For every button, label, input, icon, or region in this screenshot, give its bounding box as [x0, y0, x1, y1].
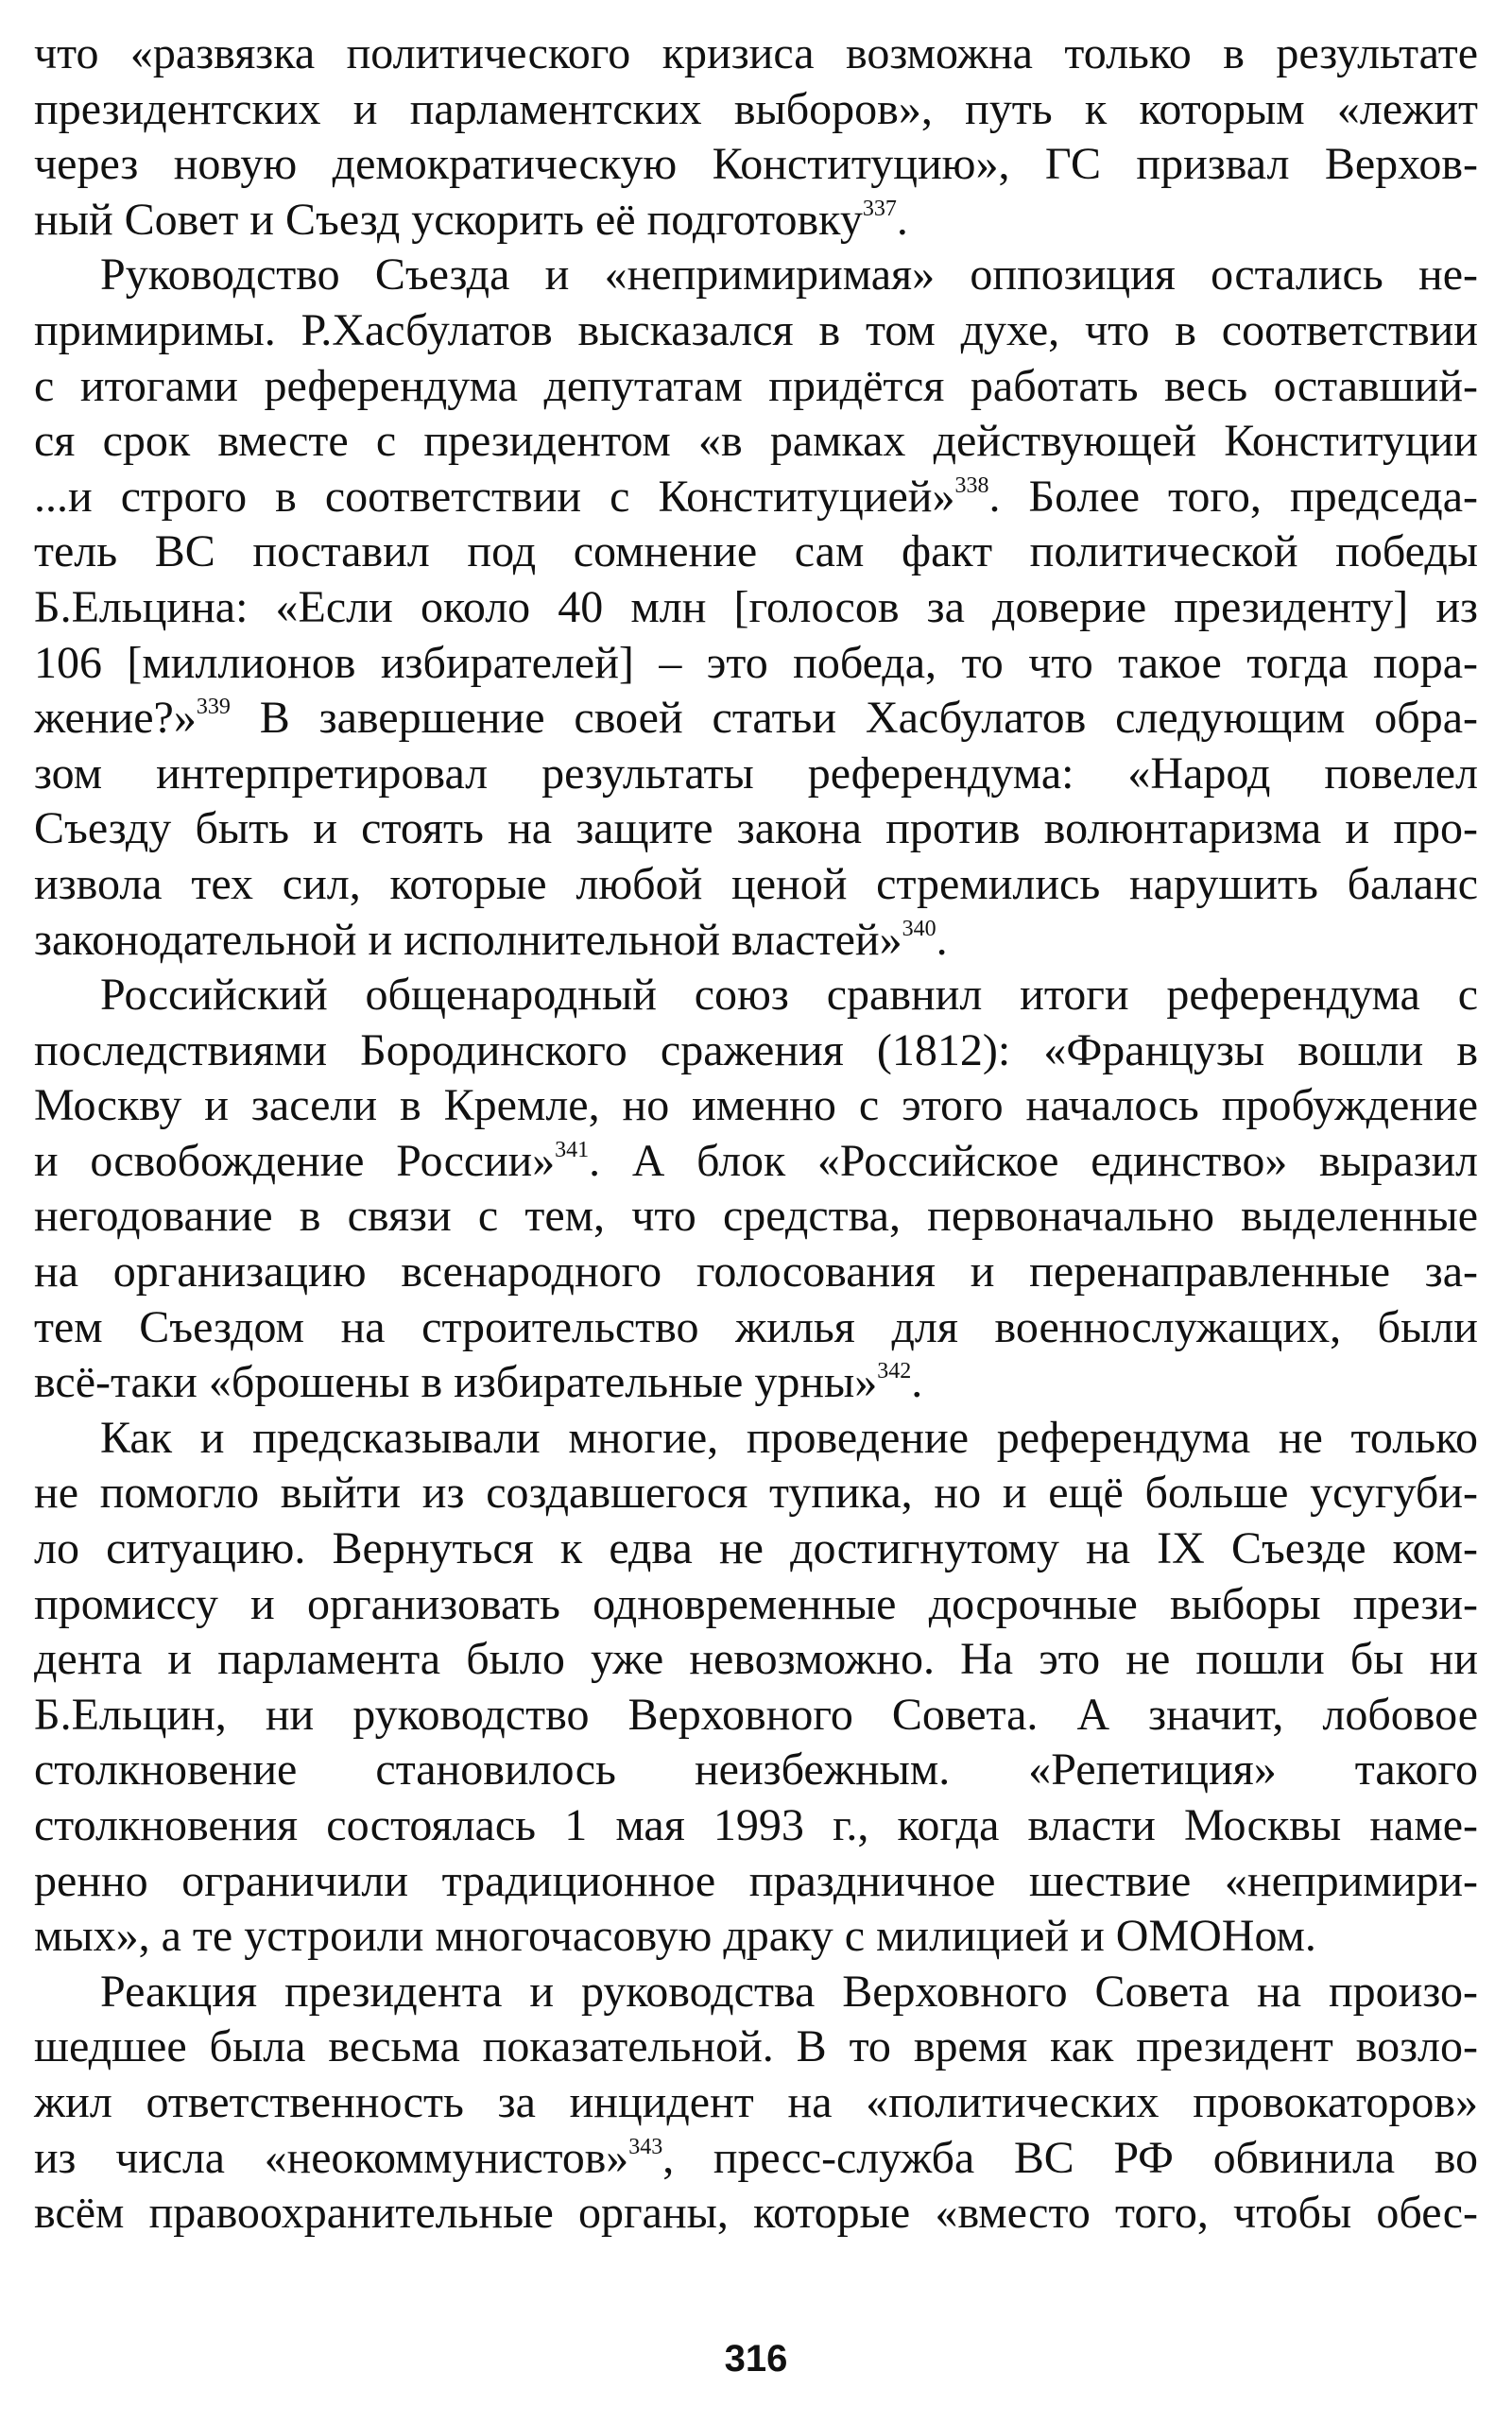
text-line-tail: . Более того, председа- — [988, 471, 1478, 522]
text-line-content: Как и предсказывали многие, проведение референдума не только — [100, 1412, 1478, 1463]
text-line-content: жил ответственность за инцидент на «политических провокаторов» — [34, 2076, 1478, 2127]
text-line — [34, 1909, 1478, 1965]
text-line-content: примиримы. Р.Хасбулатов высказался в том духе, что в соответствии — [34, 304, 1478, 355]
text-line — [34, 2131, 1478, 2187]
text-line — [34, 1023, 1478, 1079]
text-line-content: ...и строго в соответствии с Конституцией» — [34, 471, 955, 522]
text-line-content: дента и парламента было уже невозможно. На это не пошли бы ни — [34, 1634, 1478, 1685]
text-line-content: и освобождение России» — [34, 1135, 556, 1186]
text-line — [34, 1854, 1478, 1910]
text-line — [34, 1411, 1478, 1467]
text-line-content: на организацию всенародного голосования и перенаправленные за- — [34, 1246, 1478, 1297]
text-line — [34, 2019, 1478, 2075]
text-line-content: столкновение становилось неизбежным. «Репетиция» такого — [34, 1744, 1478, 1796]
text-line-tail: . — [911, 1357, 923, 1408]
text-line — [34, 1743, 1478, 1798]
text-line-content: с итогами референдума депутатам придётся работать весь оставший- — [34, 360, 1478, 411]
page-number: 316 — [724, 2338, 788, 2380]
footnote-ref: 340 — [902, 916, 936, 941]
text-line — [34, 248, 1478, 303]
text-line — [34, 691, 1478, 747]
text-line-tail: , пресс-служба ВС РФ обвинила во — [662, 2132, 1478, 2183]
text-line — [34, 913, 1478, 969]
text-line-content: столкновения состоялась 1 мая 1993 г., когда власти Москвы наме- — [34, 1800, 1478, 1850]
text-line-content: всём правоохранительные органы, которые «вместо того, чтобы обес- — [34, 2188, 1478, 2239]
text-line-content: не помогло выйти из создавшегося тупика, но и ещё больше усугуби- — [34, 1468, 1478, 1519]
text-line — [34, 1632, 1478, 1688]
text-line — [34, 1798, 1478, 1854]
text-line — [34, 524, 1478, 580]
text-line-content: тем Съездом на строительство жилья для военнослужащих, были — [34, 1301, 1478, 1352]
text-line-tail: . — [896, 194, 908, 245]
text-line-content: промиссу и организовать одновременные досрочные выборы прези- — [34, 1578, 1478, 1629]
footnote-ref: 339 — [196, 695, 231, 720]
text-line-content: президентских и парламентских выборов», путь к которым «лежит — [34, 83, 1478, 134]
text-line-content: негодование в связи с тем, что средства, первоначально выделенные — [34, 1191, 1478, 1242]
text-line-content: законодательной и исполнительной властей» — [34, 914, 902, 965]
text-line-content: всё-таки «брошены в избирательные урны» — [34, 1357, 878, 1408]
text-line-content: 106 [миллионов избирателей] – это победа, то что такое тогда пора- — [34, 637, 1478, 688]
footnote-ref: 341 — [555, 1137, 590, 1162]
text-line — [34, 1577, 1478, 1633]
text-line-content: Съезду быть и стоять на защите закона против волюнтаризма и про- — [34, 803, 1478, 854]
text-line — [34, 580, 1478, 636]
text-line-content: Российский общенародный союз сравнил итоги референдума с — [100, 970, 1478, 1021]
text-line — [34, 1134, 1478, 1190]
text-line — [34, 1355, 1478, 1411]
text-line-content: ренно ограничили традиционное праздничное шествие «непримири- — [34, 1855, 1478, 1906]
text-line-content: Б.Ельцин, ни руководство Верховного Совета. А значит, лобовое — [34, 1689, 1478, 1740]
text-line-content: Москву и засели в Кремле, но именно с этого началось пробуждение — [34, 1080, 1478, 1131]
text-line — [34, 1688, 1478, 1744]
text-line — [34, 857, 1478, 913]
text-line-content: зом интерпретировал результаты референдума: «Народ повелел — [34, 748, 1478, 799]
text-line-content: извола тех сил, которые любой ценой стремились нарушить баланс — [34, 858, 1478, 909]
text-line-content: ся срок вместе с президентом «в рамках действующей Конституции — [34, 416, 1478, 467]
text-line — [34, 137, 1478, 193]
text-line-content: Реакция президента и руководства Верховного Совета на произо- — [100, 1966, 1478, 2017]
text-line-content: через новую демократическую Конституцию», ГС призвал Верхов- — [34, 139, 1478, 190]
footnote-ref: 343 — [628, 2134, 663, 2159]
page-body — [34, 26, 1478, 2242]
text-line — [34, 1300, 1478, 1356]
text-line-content: из числа «неокоммунистов» — [34, 2132, 629, 2183]
text-line-content: мых», а те устроили многочасовую драку с милицией и ОМОНом. — [34, 1911, 1316, 1962]
text-line — [34, 2075, 1478, 2131]
text-line-content: последствиями Бородинского сражения (1812): «Французы вошли в — [34, 1024, 1478, 1075]
text-line — [34, 968, 1478, 1023]
text-line-content: Руководство Съезда и «непримиримая» оппозиция остались не- — [100, 249, 1478, 301]
text-line-content: жение?» — [34, 693, 197, 744]
text-line — [34, 193, 1478, 249]
text-line — [34, 82, 1478, 138]
text-line — [34, 801, 1478, 857]
footnote-ref: 337 — [862, 196, 897, 221]
text-line — [34, 1078, 1478, 1134]
text-line-tail: . А блок «Российское единство» выразил — [589, 1135, 1478, 1186]
text-line-content: тель ВС поставил под сомнение сам факт политической победы — [34, 526, 1478, 577]
footnote-ref: 338 — [954, 473, 989, 498]
text-line-content: Б.Ельцина: «Если около 40 млн [голосов за доверие президенту] из — [34, 581, 1478, 632]
text-line-tail: В завершение своей статьи Хасбулатов следующим обра- — [230, 693, 1478, 744]
text-line-content: шедшее была весьма показательной. В то время как президент возло- — [34, 2021, 1478, 2072]
text-line — [34, 470, 1478, 525]
text-line — [34, 414, 1478, 470]
text-line — [34, 747, 1478, 802]
text-line — [34, 1466, 1478, 1521]
text-line-content: ный Совет и Съезд ускорить её подготовку — [34, 194, 863, 245]
footnote-ref: 342 — [877, 1359, 912, 1384]
text-line — [34, 1965, 1478, 2020]
text-line-content: что «развязка политического кризиса возможна только в результате — [34, 28, 1478, 78]
text-line — [34, 359, 1478, 415]
text-line — [34, 26, 1478, 82]
text-line — [34, 303, 1478, 359]
text-line — [34, 1245, 1478, 1300]
text-line — [34, 636, 1478, 692]
text-line — [34, 2186, 1478, 2242]
text-line-tail: . — [936, 914, 948, 965]
text-line — [34, 1189, 1478, 1245]
text-line-content: ло ситуацию. Вернуться к едва не достигнутому на IX Съезде ком- — [34, 1523, 1478, 1574]
text-line — [34, 1521, 1478, 1577]
